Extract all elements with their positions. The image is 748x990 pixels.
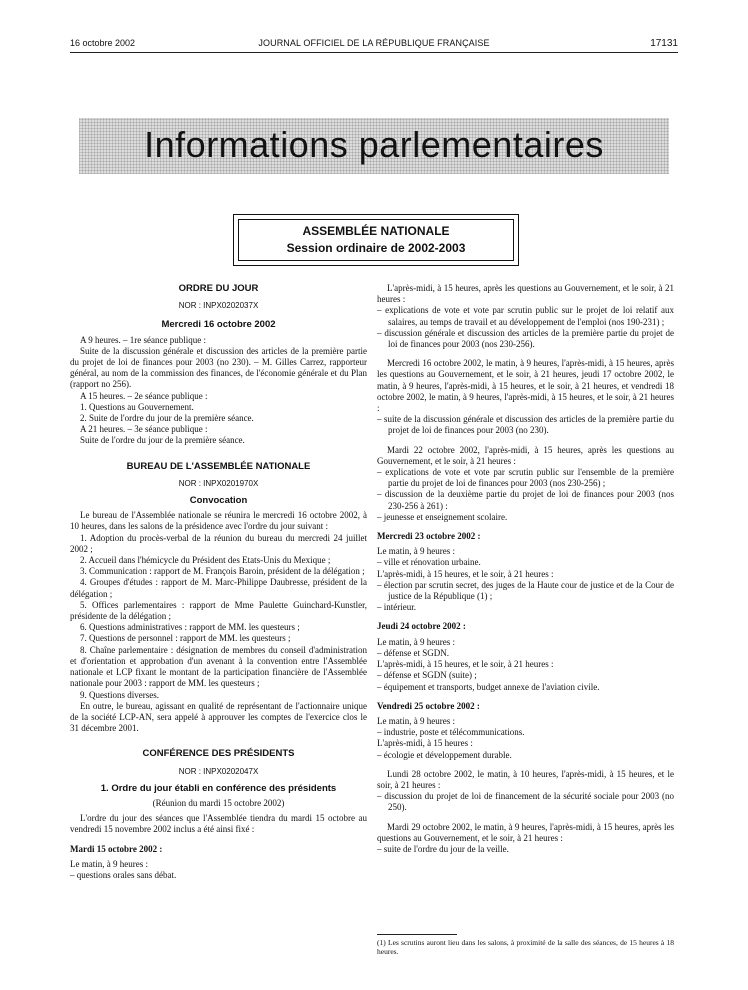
paragraph: Le matin, à 9 heures : <box>377 546 455 557</box>
section-heading: CONFÉRENCE DES PRÉSIDENTS <box>142 748 295 760</box>
list-item: – explications de vote et vote par scrutin public sur l'ensemble de la première partie du projet de loi de finances pour 2003 (nos 230-256) ; <box>377 467 674 489</box>
page-header <box>70 38 678 52</box>
section-heading: ORDRE DU JOUR <box>178 283 259 294</box>
spacer <box>377 613 674 621</box>
list-item: – jeunesse et enseignement scolaire. <box>377 511 508 522</box>
list-item: – défense et SGDN (suite) ; <box>377 670 477 681</box>
paragraph: A 9 heures. – 1re séance publique : <box>80 334 206 345</box>
spacer <box>377 814 674 822</box>
journal-title: JOURNAL OFFICIEL DE LA RÉPUBLIQUE FRANÇAISE <box>258 38 490 48</box>
nor-reference: NOR : INPX0202047X <box>178 766 259 776</box>
list-item: – défense et SGDN. <box>377 647 449 658</box>
subheading: Mercredi 16 octobre 2002 <box>161 319 276 331</box>
footnote: (1) Les scrutins auront lieu dans les salons, à proximité de la salle des séances, de 15 heures à 18 heures. <box>377 938 674 956</box>
paragraph: 5. Offices parlementaires : rapport de Mme Paulette Guinchard-Kunstler, présidente de la délégation ; <box>70 599 367 622</box>
spacer <box>377 350 674 358</box>
assembly-box <box>233 214 519 266</box>
spacer <box>70 447 367 461</box>
paragraph: – questions orales sans débat. <box>70 869 177 880</box>
list-item: – suite de l'ordre du jour de la veille. <box>377 843 509 854</box>
assembly-name: ASSEMBLÉE NATIONALE <box>302 224 450 238</box>
paragraph: L'ordre du jour des séances que l'Assemblée tiendra du mardi 15 octobre au vendredi 15 novembre 2002 inclus a été ainsi fixé : <box>70 813 367 835</box>
list-item: – suite de la discussion générale et discussion des articles de la première partie du projet de loi de finances pour 2003 (no 230). <box>377 414 674 436</box>
list-item: – équipement et transports, budget annexe de l'aviation civile. <box>377 681 600 692</box>
paragraph: Le matin, à 9 heures : <box>70 858 148 869</box>
assembly-box-inner <box>238 219 514 261</box>
list-item: – industrie, poste et télécommunications. <box>377 727 525 738</box>
spacer <box>70 734 367 748</box>
paragraph: Mercredi 16 octobre 2002, le matin, à 9 heures, l'après-midi, à 15 heures, après les questions au Gouvernement, et le soir, à 21 heures, jeudi 17 octobre 2002, le matin, à 9 heures, l'après-midi, à 15 heures, et le soir, à 21 heures, et vendredi 18 octobre 2002, le matin, à 9 heures, l'après-midi, à 15 heures, et le soir, à 21 heures : <box>377 358 674 414</box>
list-item: – explications de vote et vote par scrutin public sur le projet de loi relatif aux salaires, au temps de travail et au développement de l'emploi (nos 190-231) ; <box>377 305 674 327</box>
left-column <box>70 283 367 881</box>
paragraph: 1. Adoption du procès-verbal de la réunion du bureau du mercredi 24 juillet 2002 ; <box>70 532 367 554</box>
paragraph: Le bureau de l'Assemblée nationale se réunira le mercredi 16 octobre 2002, à 10 heures, dans les salons de la présidence avec l'ordre du jour suivant : <box>70 510 367 532</box>
paragraph: 6. Questions administratives : rapport de MM. les questeurs ; <box>80 622 300 633</box>
paragraph: L'après-midi, à 15 heures, après les questions au Gouvernement, et le soir, à 21 heures : <box>377 283 674 305</box>
spacer <box>377 693 674 701</box>
list-item: – discussion générale et discussion des articles de la première partie du projet de loi de finances pour 2003 (nos 230-256). <box>377 327 674 350</box>
paragraph: Suite de l'ordre du jour de la première séance. <box>80 435 245 446</box>
spacer <box>70 311 367 319</box>
date-heading: Mardi 15 octobre 2002 : <box>70 843 163 854</box>
spacer <box>377 761 674 769</box>
paragraph: Lundi 28 octobre 2002, le matin, à 10 heures, l'après-midi, à 15 heures, et le soir, à 21 heures : <box>377 768 674 790</box>
paragraph: 9. Questions diverses. <box>80 689 159 700</box>
list-item: – discussion de la deuxième partie du projet de loi de finances pour 2003 (nos 230-256 à 261) : <box>377 489 674 511</box>
date-heading: Vendredi 25 octobre 2002 : <box>377 700 480 711</box>
paragraph: 2. Suite de l'ordre du jour de la première séance. <box>80 413 254 424</box>
spacer <box>70 836 367 844</box>
paragraph: 7. Questions de personnel : rapport de MM. les questeurs ; <box>80 633 291 644</box>
paragraph: Mardi 22 octobre 2002, l'après-midi, à 15 heures, après les questions au Gouvernement, et le soir, à 21 heures : <box>377 444 674 466</box>
paragraph: 4. Groupes d'études : rapport de M. Marc-Philippe Daubresse, président de la délégation ; <box>70 577 367 599</box>
paragraph: Suite de la discussion générale et discussion des articles de la première partie du projet de loi de finances pour 2003 (no 230). – M. Gilles Carrez, rapporteur général, au nom de la commission des finances, de l'économie générale et du Plan (rapport no 256). <box>70 345 367 390</box>
nor-reference: NOR : INPX0202037X <box>178 301 259 311</box>
paragraph: En outre, le bureau, agissant en qualité de représentant de l'actionnaire unique de la société LCP-AN, sera appelé à approuver les comptes de l'exercice clos le 31 décembre 2001. <box>70 700 367 734</box>
section-heading: BUREAU DE L'ASSEMBLÉE NATIONALE <box>126 460 311 472</box>
spacer <box>377 437 674 445</box>
subheading: 1. Ordre du jour établi en conférence des présidents <box>100 782 337 794</box>
nor-reference: NOR : INPX0201970X <box>178 478 259 488</box>
footnote-rule <box>377 934 457 935</box>
session-name: Session ordinaire de 2002-2003 <box>286 241 466 255</box>
paragraph: L'après-midi, à 15 heures, et le soir, à 21 heures : <box>377 659 554 670</box>
paragraph: L'après-midi, à 15 heures, et le soir, à 21 heures : <box>377 568 554 579</box>
right-column <box>377 283 674 855</box>
date-heading: Mercredi 23 octobre 2002 : <box>377 531 481 542</box>
paragraph: 3. Communication : rapport de M. François Baroin, président de la délégation ; <box>80 566 365 577</box>
paragraph: 1. Questions au Gouvernement. <box>80 401 194 412</box>
list-item: – discussion du projet de loi de financement de la sécurité sociale pour 2003 (no 250). <box>377 791 674 813</box>
paragraph: A 15 heures. – 2e séance publique : <box>80 390 208 401</box>
paragraph: 2. Accueil dans l'hémicycle du Président des Etats-Unis du Mexique ; <box>80 555 331 566</box>
section-banner <box>79 118 669 174</box>
meeting-note: (Réunion du mardi 15 octobre 2002) <box>152 797 285 808</box>
page-number: 17131 <box>650 38 678 49</box>
paragraph: A 21 heures. – 3e séance publique : <box>80 424 208 435</box>
paragraph: Mardi 29 octobre 2002, le matin, à 9 heures, l'après-midi, à 15 heures, après les questions au Gouvernement, et le soir, à 21 heures : <box>377 821 674 843</box>
list-item: – écologie et développement durable. <box>377 749 512 760</box>
list-item: – intérieur. <box>377 602 416 613</box>
date-heading: Jeudi 24 octobre 2002 : <box>377 621 466 632</box>
paragraph: Le matin, à 9 heures : <box>377 636 455 647</box>
list-item: – ville et rénovation urbaine. <box>377 557 481 568</box>
paragraph: L'après-midi, à 15 heures : <box>377 738 473 749</box>
subheading: Convocation <box>189 495 248 507</box>
spacer <box>377 523 674 531</box>
banner-title: Informations parlementaires <box>144 124 604 165</box>
paragraph: Le matin, à 9 heures : <box>377 715 455 726</box>
paragraph: 8. Chaîne parlementaire : désignation de membres du conseil d'administration et d'orientation et approbation d'un avenant à la convention entre l'Assemblée nationale et LCP fixant le montant de la participation financière de l'Assemblée nationale pour 2003 : rapport de MM. les questeurs ; <box>70 644 367 689</box>
header-date: 16 octobre 2002 <box>70 38 136 48</box>
list-item: – élection par scrutin secret, des juges de la Haute cour de justice et de la Cour de justice de la République (1) ; <box>377 579 674 602</box>
header-rule <box>70 52 678 53</box>
